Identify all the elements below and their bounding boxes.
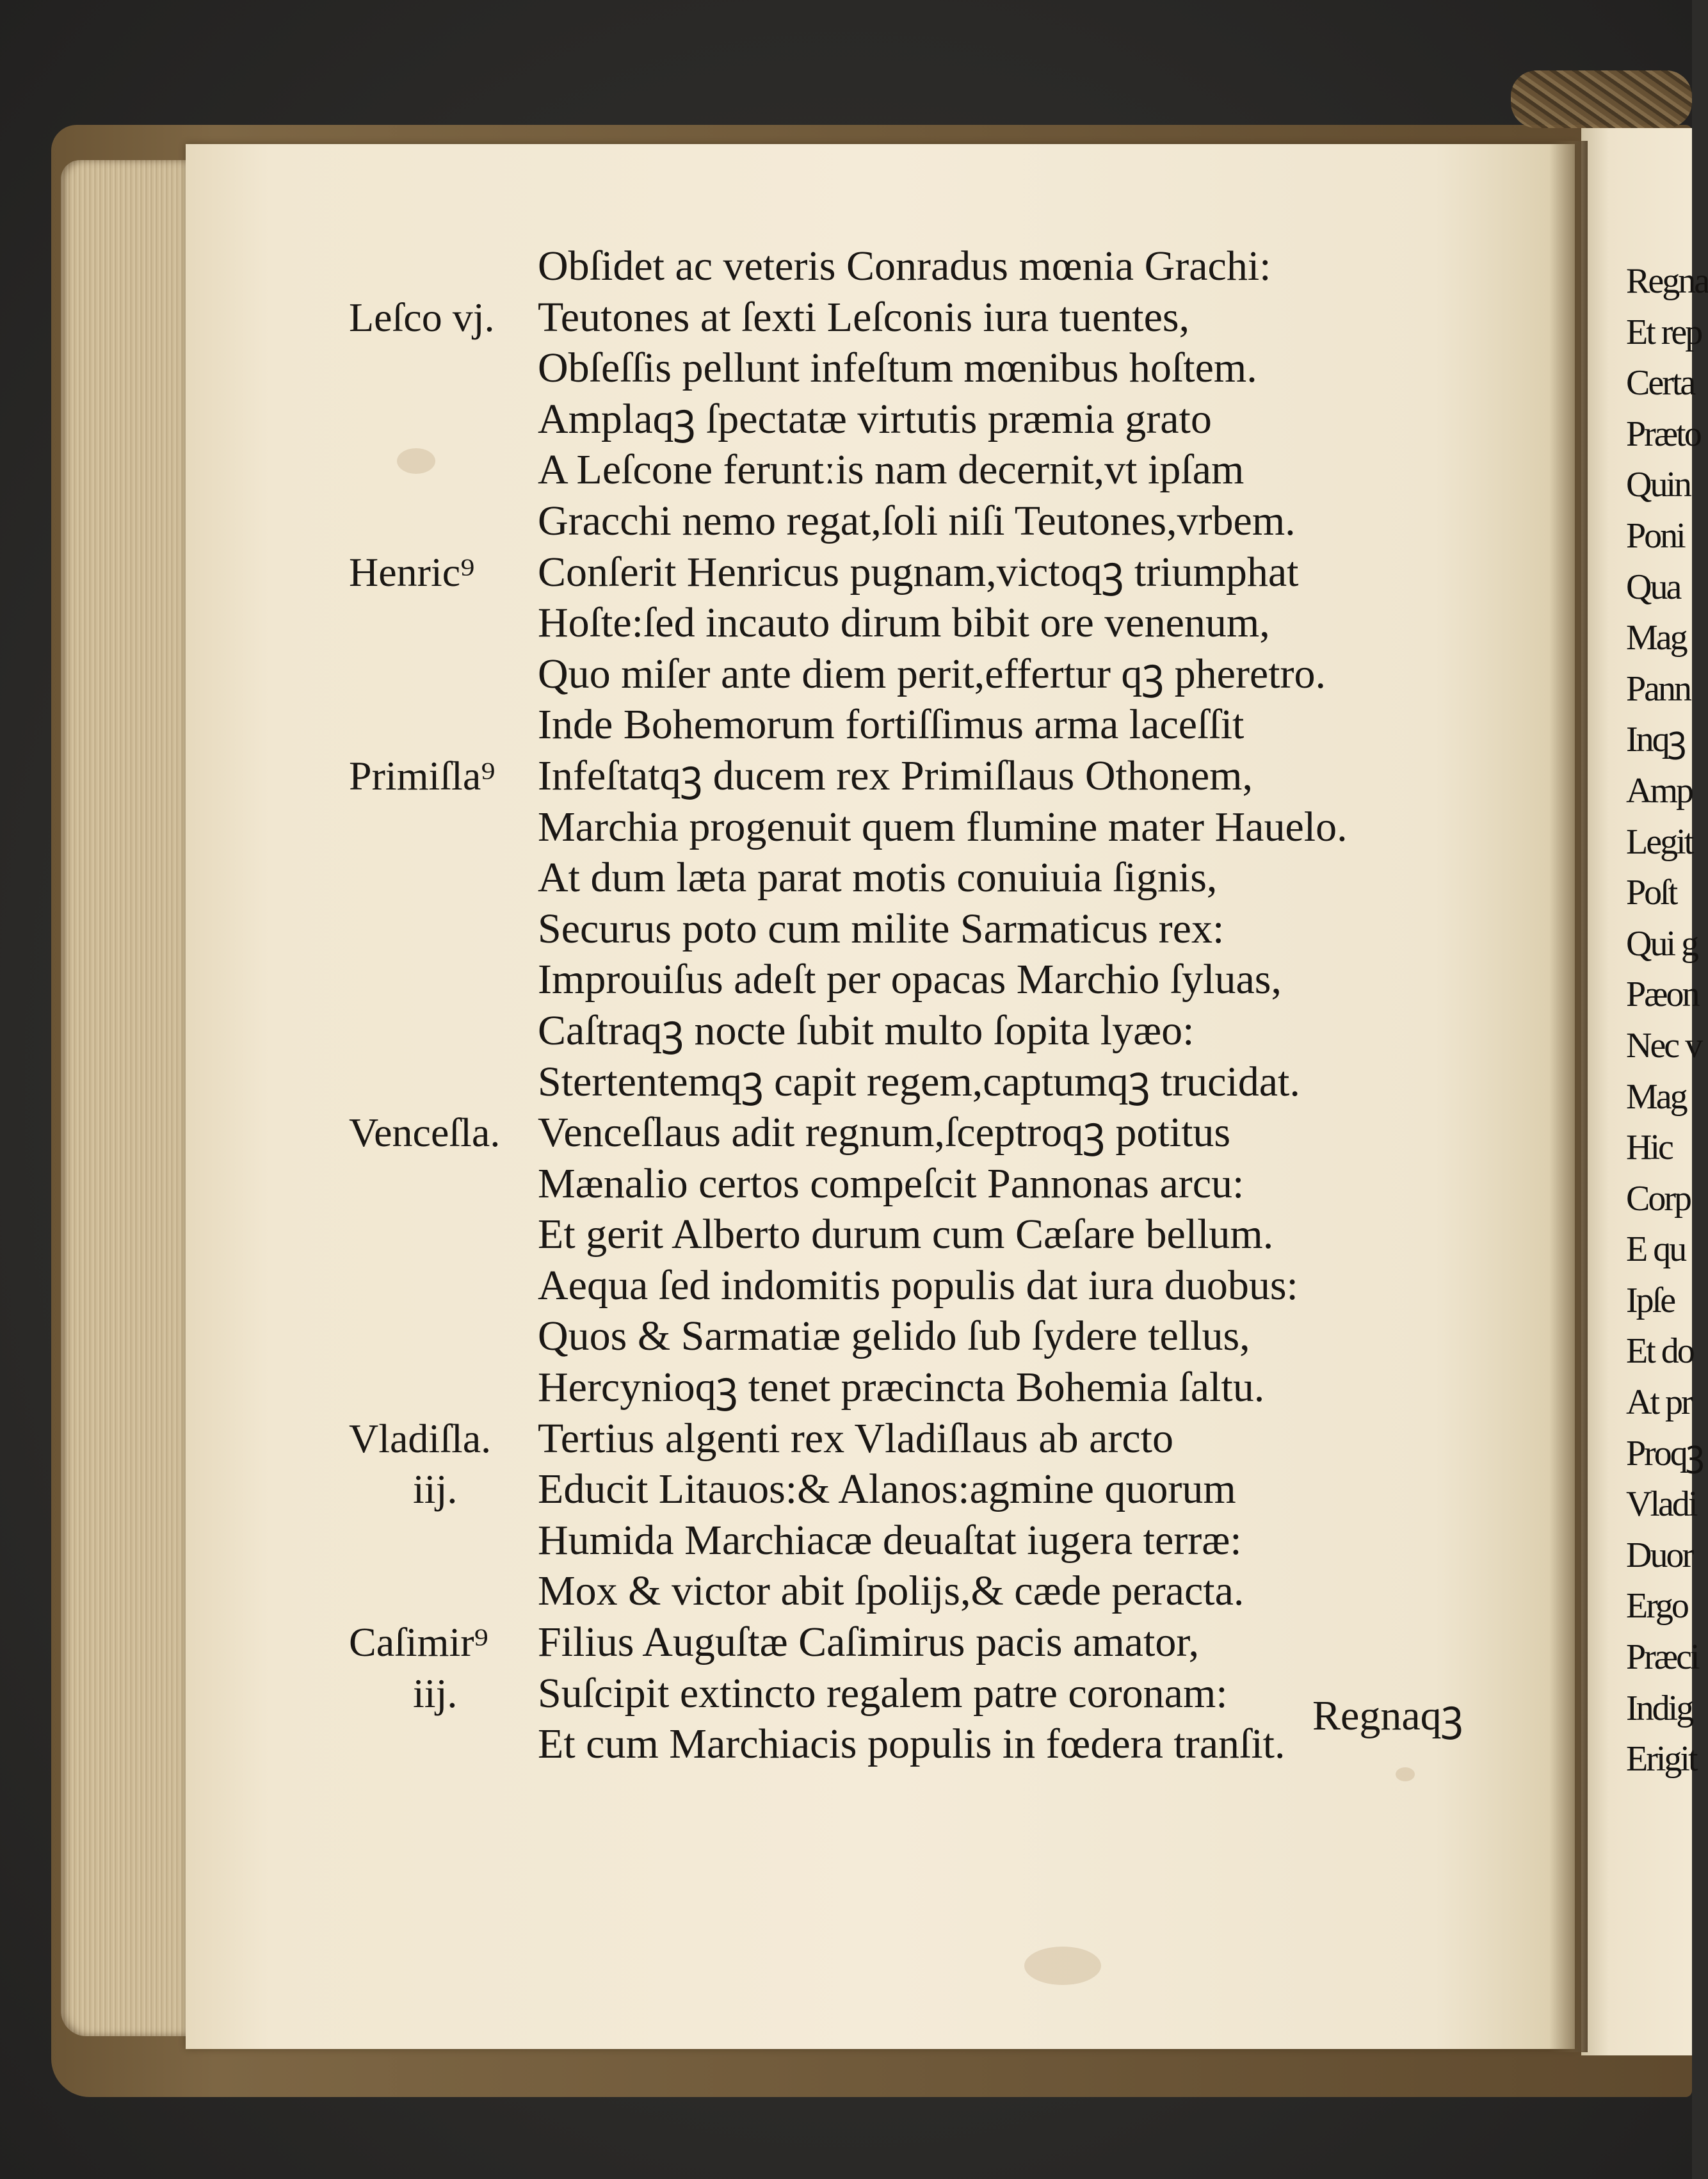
verse-line: Quo miſer ante diem perit,effertur qꝫ pheretro. — [538, 650, 1326, 697]
verse-line: Teutones at ſexti Leſconis iura tuentes, — [538, 293, 1190, 341]
facing-page-fragment: Pæon — [1626, 975, 1698, 1015]
facing-page-fragment: Ergo — [1626, 1586, 1688, 1626]
facing-page-text — [1626, 256, 1708, 1785]
facing-page-fragment: Mag — [1626, 1076, 1686, 1117]
verse-line: Conſerit Henricus pugnam,victoqꝫ triumphat — [538, 548, 1299, 595]
margin-spacer — [349, 241, 541, 292]
verse-line: Marchia progenuit quem flumine mater Hauelo. — [538, 803, 1348, 850]
margin-spacer — [349, 1515, 541, 1566]
margin-note: iij. — [413, 1466, 458, 1512]
verse-text — [538, 241, 1498, 1770]
facing-page-fragment: Indig — [1626, 1688, 1693, 1728]
verse-line: Hoſte:ſed incauto dirum bibit ore venenum, — [538, 599, 1270, 647]
margin-spacer — [349, 852, 541, 903]
facing-page-fragment: Præto — [1626, 414, 1700, 454]
facing-page-fragment: Duor — [1626, 1535, 1693, 1575]
verse-line: Infeſtatqꝫ ducem rex Primiſlaus Othonem, — [538, 752, 1253, 799]
verse-line: Filius Auguſtæ Caſimirus pacis amator, — [538, 1619, 1200, 1666]
margin-spacer — [349, 1260, 541, 1311]
verse-line: Obſeſſis pellunt infeſtum mœnibus hoſtem. — [538, 344, 1257, 392]
verse-line: Quos & Sarmatiæ gelido ſub ſydere tellus, — [538, 1313, 1250, 1360]
verse-line: Inde Bohemorum fortiſſimus arma laceſſit — [538, 701, 1245, 749]
margin-note: Venceſla. — [349, 1110, 501, 1156]
verse-line: Gracchi nemo regat,ſoli niſi Teutones,vrbem. — [538, 497, 1296, 544]
margin-spacer — [349, 954, 541, 1005]
margin-spacer — [349, 444, 541, 496]
facing-page-fragment: Et do — [1626, 1331, 1693, 1372]
facing-page-fragment: Poſt — [1626, 873, 1677, 913]
facing-page-fragment: Et rep — [1626, 312, 1702, 352]
margin-spacer — [349, 394, 541, 445]
margin-note: Leſco vj. — [349, 294, 495, 340]
facing-page-fragment: Proqꝫ — [1626, 1433, 1703, 1473]
verse-line: Mænalio certos compeſcit Pannonas arcu: — [538, 1160, 1245, 1207]
verse-line: Hercynioqꝫ tenet præcincta Bohemia ſaltu. — [538, 1364, 1265, 1411]
margin-spacer — [349, 649, 541, 700]
margin-spacer — [349, 802, 541, 853]
facing-page-fragment: Regna — [1626, 261, 1708, 301]
facing-page-fragment: Inqꝫ — [1626, 720, 1685, 760]
margin-note: Caſimir⁹ — [349, 1619, 488, 1665]
page-gutter — [1549, 141, 1588, 2052]
margin-spacer — [349, 1005, 541, 1057]
verse-line: Suſcipit extincto regalem patre coronam: — [538, 1669, 1228, 1717]
margin-spacer — [349, 903, 541, 955]
verse-line: At dum læta parat motis conuiuia ſignis, — [538, 854, 1218, 902]
facing-page-fragment: Corp — [1626, 1178, 1690, 1219]
facing-page-fragment: Nec v — [1626, 1025, 1702, 1065]
margin-spacer — [349, 1209, 541, 1260]
margin-note: Primiſla⁹ — [349, 752, 495, 798]
verse-line: Obſidet ac veteris Conradus mœnia Grachi: — [538, 243, 1271, 289]
verse-line: Caſtraqꝫ nocte ſubit multo ſopita lyæo: — [538, 1007, 1195, 1054]
verse-line: Tertius algenti rex Vladiſlaus ab arcto — [538, 1414, 1173, 1462]
facing-page-fragment: Præci — [1626, 1637, 1698, 1678]
facing-page-fragment: Ipſe — [1626, 1280, 1675, 1320]
verse-line: A Leſcone feruntːis nam decernit,vt ipſam — [538, 446, 1245, 494]
facing-page-fragment: Legit — [1626, 822, 1693, 862]
verse-line: Venceſlaus adit regnum,ſceptroqꝫ potitus — [538, 1109, 1231, 1156]
margin-spacer — [349, 496, 541, 547]
facing-page-fragment: Mag — [1626, 618, 1686, 658]
margin-spacer — [349, 1362, 541, 1413]
facing-page-fragment: Hic — [1626, 1128, 1672, 1168]
facing-page-fragment: Quin — [1626, 465, 1690, 505]
verse-line: Mox & victor abit ſpolijs,& cæde peracta. — [538, 1567, 1245, 1615]
margin-note: iij. — [413, 1670, 458, 1716]
margin-notes — [349, 241, 541, 1770]
margin-spacer — [349, 1158, 541, 1210]
verse-line: Humida Marchiacæ deuaſtat iugera terræ: — [538, 1516, 1242, 1564]
facing-page-fragment: E qu — [1626, 1229, 1686, 1270]
verse-line: Aequa ſed indomitis populis dat iura duobus: — [538, 1261, 1298, 1309]
facing-page-fragment: At pr — [1626, 1382, 1691, 1423]
verse-line: Educit Litauos:& Alanos:agmine quorum — [538, 1466, 1236, 1513]
verse-line: Et cum Marchiacis populis in fœdera tranſit. — [538, 1721, 1285, 1768]
margin-spacer — [349, 1057, 541, 1108]
facing-page-fragment: Erigit — [1626, 1739, 1696, 1779]
facing-page-fragment: Qui g — [1626, 923, 1697, 964]
facing-page-fragment: Qua — [1626, 567, 1680, 607]
facing-page-fragment: Poni — [1626, 515, 1684, 556]
margin-spacer — [349, 1719, 541, 1770]
verse-line: Amplaqꝫ ſpectatæ virtutis præmia grato — [538, 395, 1212, 442]
facing-page-fragment: Amp — [1626, 770, 1692, 811]
margin-spacer — [349, 699, 541, 750]
verse-line: Securus poto cum milite Sarmaticus rex: — [538, 905, 1225, 952]
verse-line: Et gerit Alberto durum cum Cæſare bellum. — [538, 1211, 1274, 1258]
margin-spacer — [349, 597, 541, 649]
foxing-spot — [1024, 1947, 1101, 1985]
margin-spacer — [349, 343, 541, 394]
facing-page-fragment: Certa — [1626, 363, 1695, 403]
margin-spacer — [349, 1311, 541, 1362]
margin-note: Henric⁹ — [349, 549, 475, 595]
verse-line: Improuiſus adeſt per opacas Marchio ſyluas, — [538, 956, 1282, 1003]
margin-spacer — [349, 1566, 541, 1617]
facing-page-fragment: Pann — [1626, 668, 1690, 709]
catchword: Regnaqꝫ — [1312, 1692, 1463, 1739]
verse-line: Stertentemqꝫ capit regem,captumqꝫ trucidat. — [538, 1058, 1300, 1105]
bookmark-string — [1511, 70, 1692, 128]
margin-note: Vladiſla. — [349, 1415, 492, 1461]
facing-page-fragment: Vladi — [1626, 1484, 1696, 1525]
